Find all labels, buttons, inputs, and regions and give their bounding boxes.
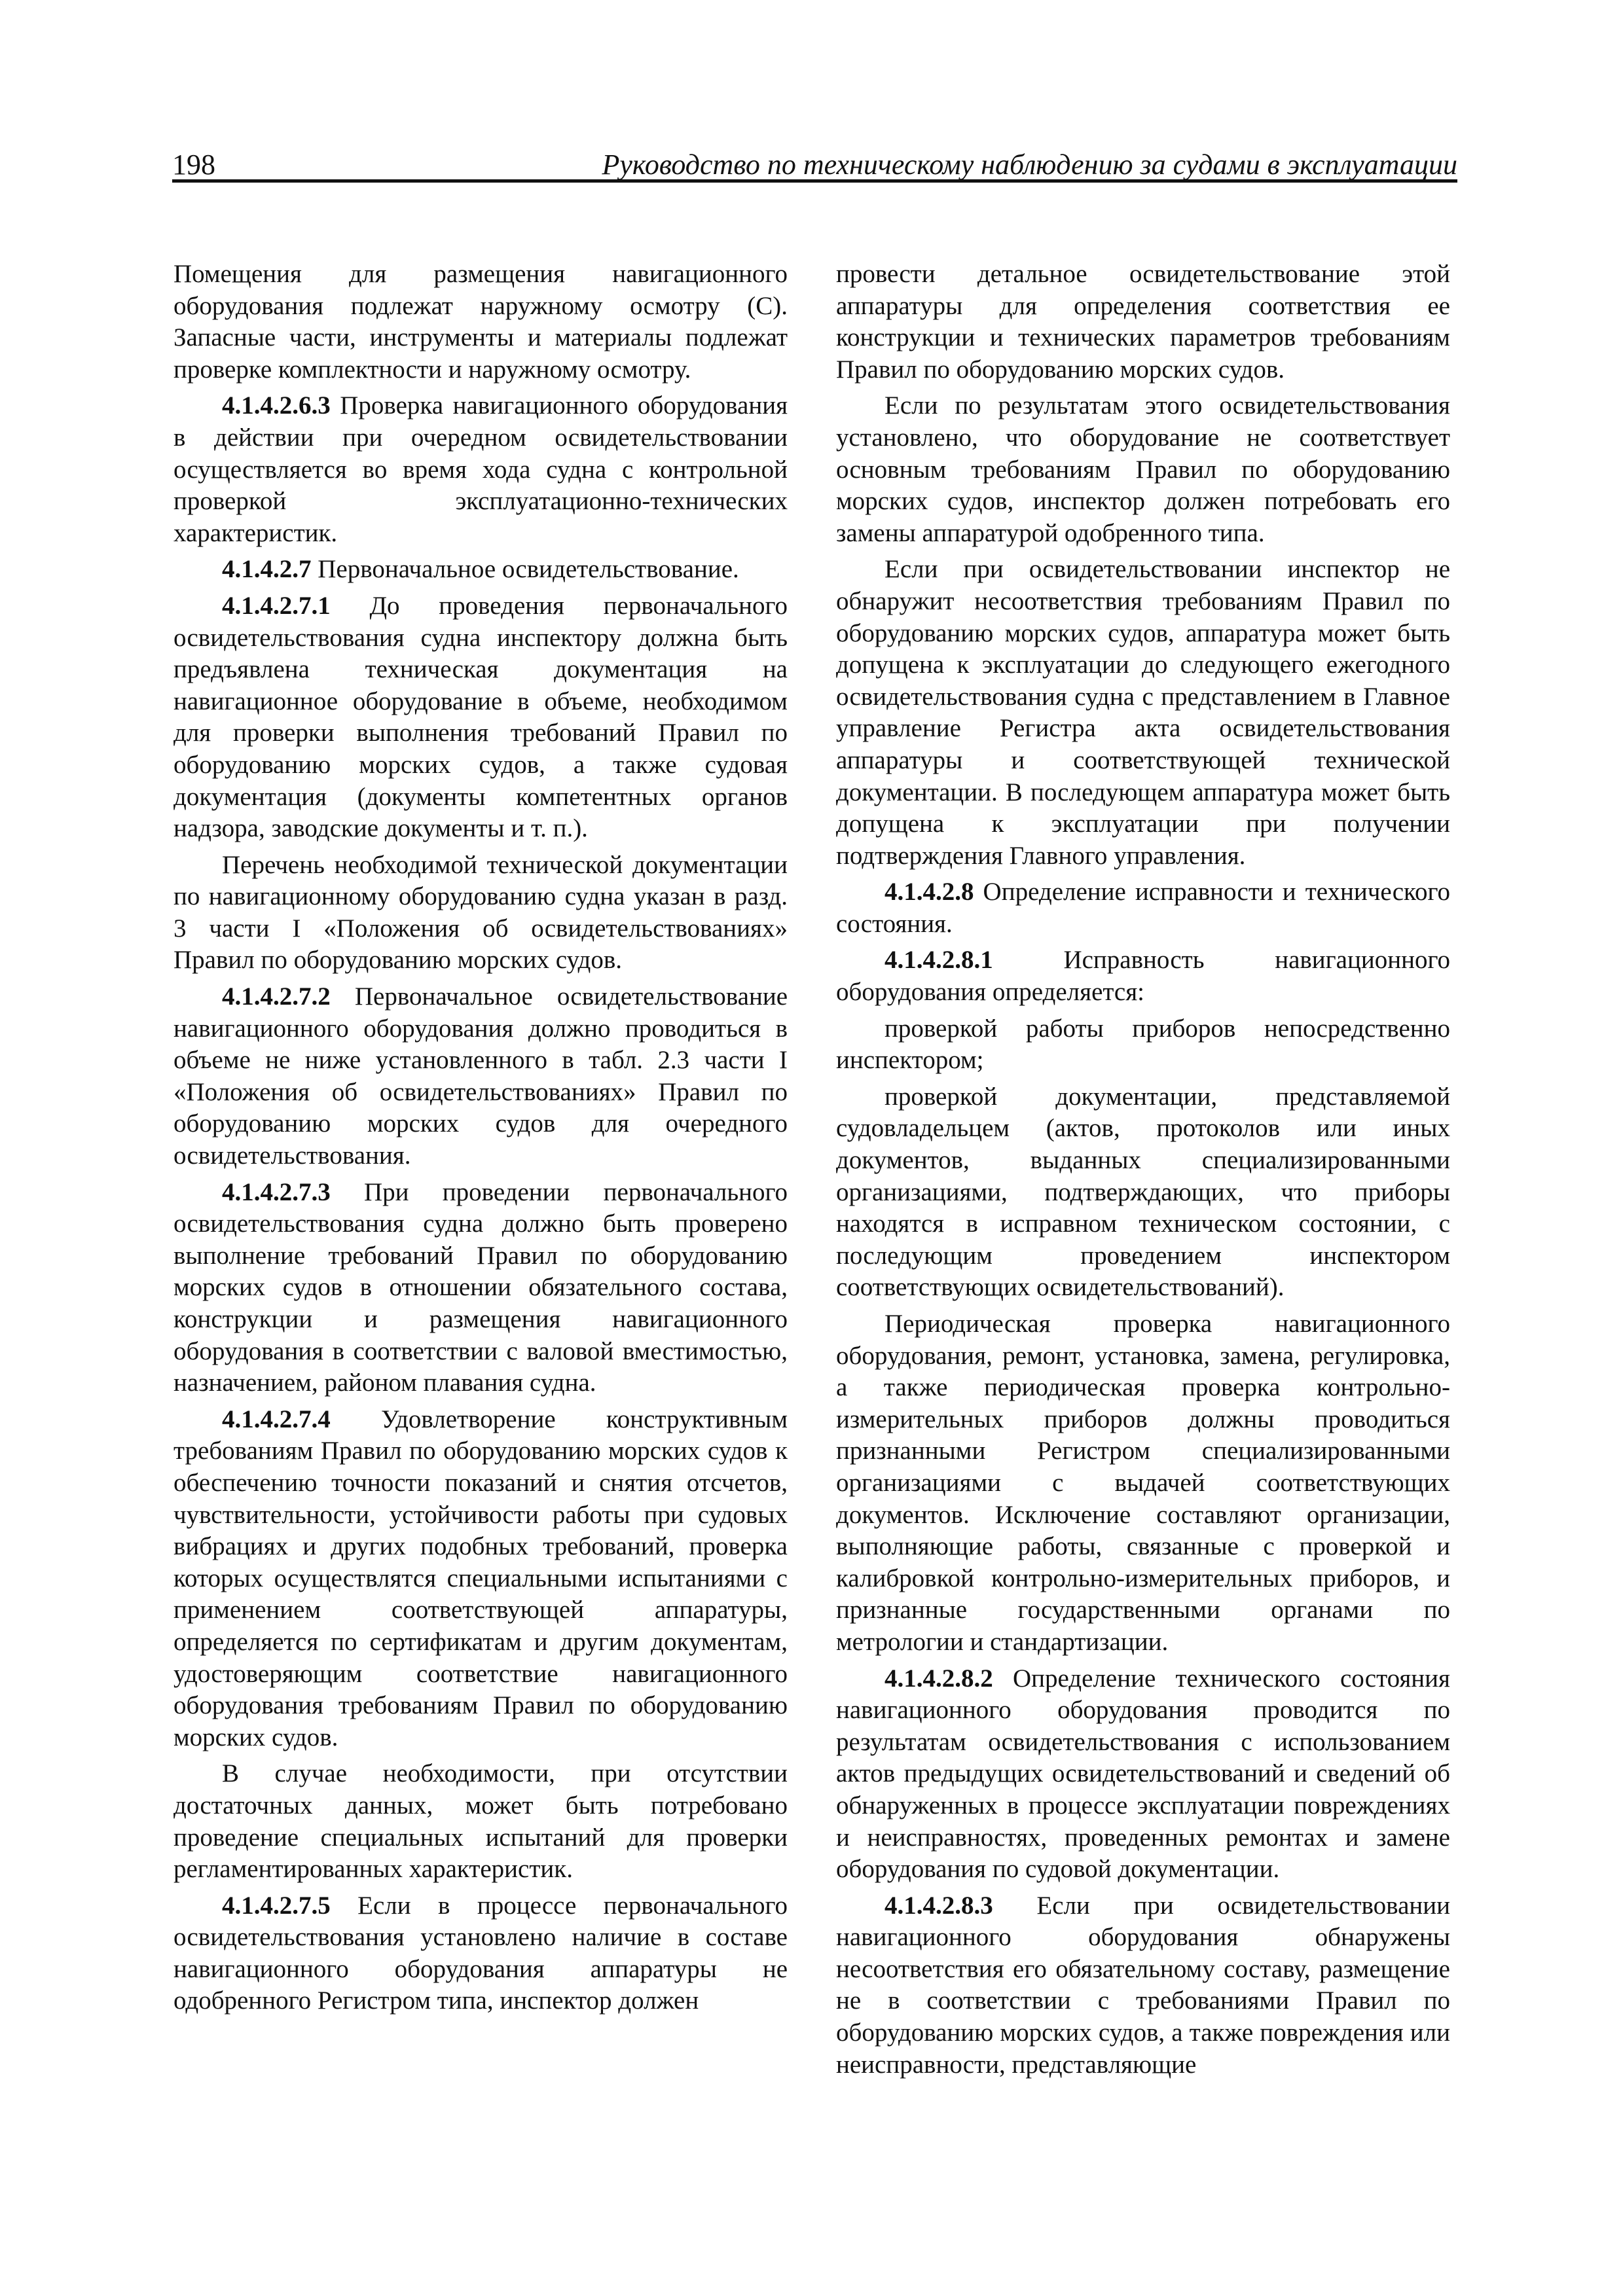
section-number: 4.1.4.2.7.4 — [222, 1405, 331, 1433]
section-number: 4.1.4.2.8 — [884, 878, 974, 906]
paragraph: 4.1.4.2.8.1 Исправность навигационного оборудования определяется: — [836, 946, 1450, 1007]
section-number: 4.1.4.2.8.2 — [884, 1664, 993, 1693]
section-number: 4.1.4.2.8.3 — [884, 1891, 993, 1920]
paragraph: 4.1.4.2.8 Определение исправности и технического состояния. — [836, 878, 1450, 938]
paragraph: Перечень необходимой технической документации по навигационному оборудованию судна указан в разд. 3 части I «Положения об освидетельствованиях» Правил по оборудованию морских судов. — [173, 850, 788, 975]
right-column — [836, 259, 1450, 2085]
section-number: 4.1.4.2.7.2 — [222, 982, 331, 1011]
paragraph: Периодическая проверка навигационного оборудования, ремонт, установка, замена, регулировка, а также периодическая проверка контрольно-измерительных приборов должны проводиться признанными Регистром специализированными организациями с выдачей соответствующих документов. Исключение составляют организации, выполняющие работы, связанные с проверкой и калибровкой контрольно-измерительных приборов, и признанные государственными органами по метрологии и стандартизации. — [836, 1310, 1450, 1656]
paragraph: проверкой работы приборов непосредственно инспектором; — [836, 1014, 1450, 1075]
paragraph: 4.1.4.2.7 Первоначальное освидетельствование. — [222, 555, 739, 584]
paragraph: 4.1.4.2.6.3 Проверка навигационного оборудования в действии при очередном освидетельствовании осуществляется во время хода судна с контрольной проверкой эксплуатационно-технических характеристик. — [173, 391, 788, 547]
section-number: 4.1.4.2.7.3 — [222, 1177, 331, 1206]
paragraph: 4.1.4.2.7.5 Если в процессе первоначального освидетельствования установлено наличие в составе навигационного оборудования аппаратуры не одобренного Регистром типа, инспектор должен — [173, 1891, 788, 2015]
paragraph: 4.1.4.2.8.2 Определение технического состояния навигационного оборудования проводится по результатам освидетельствования с использованием актов предыдущих освидетельствований и сведений об обнаруженных в процессе эксплуатации повреждениях и неисправностях, проведенных ремонтах и замене оборудования по судовой документации. — [836, 1664, 1450, 1884]
section-number: 4.1.4.2.6.3 — [222, 391, 331, 420]
running-title: Руководство по техническому наблюдению за судами в эксплуатации — [602, 149, 1457, 181]
paragraph: В случае необходимости, при отсутствии достаточных данных, может быть потребовано проведение специальных испытаний для проверки регламентированных характеристик. — [173, 1759, 788, 1884]
paragraph: проверкой документации, представляемой судовладельцем (актов, протоколов или иных документов, выданных специализированными организациями, подтверждающих, что приборы находятся в исправном техническом состоянии, с последующим проведением инспектором соответствующих освидетельствований). — [836, 1082, 1450, 1302]
paragraph: провести детальное освидетельствование этой аппаратуры для определения соответствия ее конструкции и технических параметров требованиям Правил по оборудованию морских судов. — [836, 260, 1450, 384]
section-number: 4.1.4.2.7 — [222, 555, 312, 584]
paragraph: Если по результатам этого освидетельствования установлено, что оборудование не соответствует основным требованиям Правил по оборудованию морских судов, инспектор должен потребовать его замены аппаратурой одобренного типа. — [836, 391, 1450, 547]
page-header — [172, 145, 1457, 183]
page-number: 198 — [172, 149, 215, 181]
paragraph: Если при освидетельствовании инспектор не обнаружит несоответствия требованиям Правил по оборудованию морских судов, аппаратура может быть допущена к эксплуатации до следующего ежегодного освидетельствования судна с представлением в Главное управление Регистра акта освидетельствования аппаратуры и соответствующей технической документации. В последующем аппаратура может быть допущена к эксплуатации при получении подтверждения Главного управления. — [836, 555, 1450, 870]
section-number: 4.1.4.2.8.1 — [884, 946, 993, 975]
paragraph: 4.1.4.2.7.3 При проведении первоначального освидетельствования судна должно быть проверено выполнение требований Правил по оборудованию морских судов в отношении обязательного состава, конструкции и размещения навигационного оборудования в соответствии с валовой вместимостью, назначением, районом плавания судна. — [173, 1177, 788, 1397]
paragraph: 4.1.4.2.8.3 Если при освидетельствовании навигационного оборудования обнаружены несоответствия его обязательному составу, размещение не в соответствии с требованиями Правил по оборудованию морских судов, а также повреждения или неисправности, представляющие — [836, 1891, 1451, 2079]
paragraph: 4.1.4.2.7.1 До проведения первоначального освидетельствования судна инспектору должна быть предъявлена техническая документация на навигационное оборудование в объеме, необходимом для проверки выполнения требований Правил по оборудованию морских судов, а также судовая документация (документы компетентных органов надзора, заводские документы и т. п.). — [173, 591, 788, 843]
paragraph: 4.1.4.2.7.2 Первоначальное освидетельствование навигационного оборудования должно проводиться в объеме не ниже установленного в табл. 2.3 части I «Положения об освидетельствованиях» Правил по оборудованию морских судов для очередного освидетельствования. — [173, 982, 788, 1170]
section-number: 4.1.4.2.7.5 — [222, 1891, 331, 1920]
paragraph: Помещения для размещения навигационного оборудования подлежат наружному осмотру (С). Запасные части, инструменты и материалы подлежат проверке комплектности и наружному осмотру. — [173, 260, 788, 384]
paragraph: 4.1.4.2.7.4 Удовлетворение конструктивным требованиям Правил по оборудованию морских судов к обеспечению точности показаний и снятия отсчетов, чувствительности, устойчивости работы при судовых вибрациях и других подобных требований, проверка которых осуществлятся специальными испытаниями с применением соответствующей аппаратуры, определяется по сертификатам и другим документам, удостоверяющим соответствие навигационного оборудования требованиям Правил по оборудованию морских судов. — [173, 1405, 788, 1751]
section-number: 4.1.4.2.7.1 — [222, 591, 331, 620]
left-column — [173, 259, 788, 2022]
